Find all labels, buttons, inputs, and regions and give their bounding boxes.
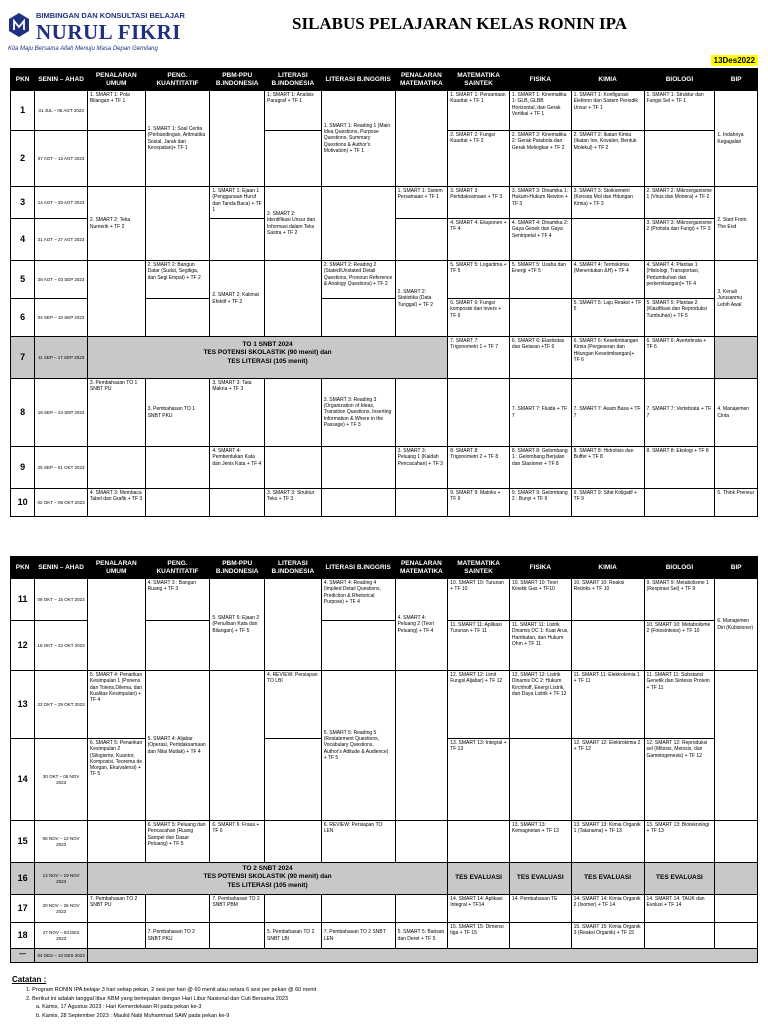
cell-pu: 4. SMART 3: Membaca Tabel dan Grafik + TF 3	[87, 489, 145, 517]
cell-lbe	[321, 489, 395, 517]
cell-lbi	[265, 379, 322, 447]
notes-heading: Catatan :	[12, 975, 47, 984]
pkn-number: 17	[11, 895, 35, 923]
week-dates: 20 NOV – 26 NOV 2023	[35, 895, 88, 923]
cell-pm	[395, 821, 448, 863]
week-dates: 18 SEP – 24 SEP 2023	[35, 379, 88, 447]
pkn-number: 5	[11, 261, 35, 299]
cell-lbe	[321, 895, 395, 923]
note-subitem: b. Kamis, 28 September 2023 : Maulid Nabi Muhammad SAW pada pekan ke-9	[36, 1012, 230, 1019]
cell-ms: 1. SMART 1: Persamaan Kuadrat + TF 1	[448, 91, 510, 131]
cell-kimia: 5. SMART 5: Laju Reaksi + TF 5	[571, 299, 644, 337]
cell-pk: 6. SMART 5: Peluang dan Pencacahan (Ruang Sampel dan Dasar Peluang) + TF 5	[145, 821, 210, 863]
cell-bip	[715, 821, 758, 863]
cell-bip: 2. Start From The End	[715, 187, 758, 261]
cell-pbm: 4. SMART 4: Pembentukan Kata dan Jenis Kata + TF 4	[210, 447, 265, 489]
pkn-number: 18	[11, 923, 35, 949]
cell-fisika: 14. Pembahasan TE	[509, 895, 571, 923]
cell-lbe	[321, 187, 395, 261]
cell-bip	[715, 923, 758, 949]
cell-lbe	[321, 621, 395, 671]
week-dates: 13 NOV – 19 NOV 2023	[35, 863, 88, 895]
col-header-pkn: PKN	[11, 557, 35, 579]
cell-lbi	[265, 739, 322, 821]
cell-fisika: 13. SMART 13: Kemagnetan + TF 13	[509, 821, 571, 863]
cell-lbe: 5. SMART 5: Reading 5 (Restatement Questions, Vocabulary Questions, Author's Attitude & Audience) + TF 5	[321, 671, 395, 821]
cell-pu: 5. SMART 4: Penarikan Kesimpulan 1 (Ponens dan Tolens,Dilema, dan Kualitas Kesimpulan) + TF 4	[87, 671, 145, 739]
cell-pu	[87, 821, 145, 863]
cell-kimia: 4. SMART 4: Termokimia (Menentukan ΔH) + TF 4	[571, 261, 644, 299]
cell-pbm	[210, 91, 265, 187]
cell-fisika: 2. SMART 2: Kinematika 2: Gerak Parabola dan Gerak Melingkar + TF 2	[509, 131, 571, 187]
cell-pm	[395, 671, 448, 821]
cell-lbe	[321, 447, 395, 489]
cell-pk: 3. Pembahasan TO 1 SNBT PKU	[145, 379, 210, 447]
cell-kimia: 14. SMART 14: Kimia Organik 2 (Isomer) + TF 14	[571, 895, 644, 923]
cell-lbi	[265, 895, 322, 923]
cell-pm: 1. SMART 1: Sistem Persamaan + TF 1	[395, 187, 448, 219]
pkn-number: 13	[11, 671, 35, 739]
cell-lbe: 3. SMART 3: Reading 3 (Organization of Ideas, Transition Questions, Inserting Information & Where in the Passage) + TF 3	[321, 379, 395, 447]
col-header-fisika: FISIKA	[509, 69, 571, 91]
cell-lbi	[265, 261, 322, 337]
table-row	[11, 489, 758, 517]
cell-pk	[145, 447, 210, 489]
cell-lbi: 5. Pembahasan TO 2 SNBT LBI	[265, 923, 322, 949]
cell-bip	[715, 447, 758, 489]
cell-ms: 2. SMART 2: Fungsi Kuadrat + TF 2	[448, 131, 510, 187]
tryout-banner	[87, 863, 447, 895]
cell-lbe	[321, 299, 395, 337]
col-header-lbe: LITERASI B.INGGRIS	[321, 557, 395, 579]
col-header-biologi: BIOLOGI	[644, 557, 715, 579]
cell-fisika: 6. SMART 6: Elastisitas dan Getaran +TF 6	[509, 337, 571, 379]
cell-bip: 1. Indahnya Kegagalan	[715, 91, 758, 187]
cell-pu	[87, 131, 145, 187]
notes-section	[12, 974, 752, 1020]
note-item: 1. Program RONIN IPA belajar 3 hari setiap pekan, 2 sesi per hari @ 60 menit atau setara 6 sesi per pekan @ 60 menit	[26, 987, 317, 994]
week-dates: 04 DES – 10 DES 2023	[35, 949, 88, 963]
table-header-row	[11, 557, 758, 579]
col-header-pm: PENALARAN MATEMATIKA	[395, 557, 448, 579]
cell-lbi: 1. SMART 1: Analisis Paragraf + TF 1	[265, 91, 322, 131]
week-dates: 25 SEP – 01 OKT 2023	[35, 447, 88, 489]
col-header-ms: MATEMATIKA SAINTEK	[448, 557, 510, 579]
cell-pk: 4. SMART 3 : Bangun Ruang + TF 3	[145, 579, 210, 621]
cell-bip: 5. Think Preneur	[715, 489, 758, 517]
cell-kimia	[571, 621, 644, 671]
cell-ms: 6. SMART 6: Fungsi komposisi dan invers + TF 6	[448, 299, 510, 337]
cell-pbm: 1. SMART 1: Ejaan 1 (Penggunaan Huruf dan Tanda Baca) + TF 1	[210, 187, 265, 219]
col-header-lbi: LITERASI B.INDONESIA	[265, 69, 322, 91]
cell-bip: 6. Manajemen Diri (Kubisioner)	[715, 579, 758, 671]
cell-pk	[145, 299, 210, 337]
pkn-number: 9	[11, 447, 35, 489]
cell-kimia: 15. SMART 15: Kimia Organik 3 (Reaksi Organik) + TF 15	[571, 923, 644, 949]
cell-pk: 1. SMART 1: Soal Cerita (Perbandingan, Aritmatika Sosial, Jarak dan Kecepatan)+ TF 1	[145, 91, 210, 187]
tryout-line-3: TES LITERASI (105 menit)	[227, 357, 308, 365]
cell-ms	[448, 379, 510, 447]
table-row	[11, 379, 758, 447]
cell-kimia: 7. SMART 7: Asam Basa + TF 7	[571, 379, 644, 447]
col-header-pkn: PKN	[11, 69, 35, 91]
logo-brand-name: NURUL FIKRI	[36, 20, 181, 44]
col-header-pm: PENALARAN MATEMATIKA	[395, 69, 448, 91]
cell-kimia: 2. SMART 2: Ikatan Kimia (Ikatan Ion, Kovalen, Bentuk Molekul) + TF 2	[571, 131, 644, 187]
cell-biologi: 4. SMART 4: Plantae 1 (Histologi, Transportasi, Pertumbuhan dan perkembangan)+ TF 4	[644, 261, 715, 299]
cell-fisika: 9. SMART 9: Gelombang 2 : Bunyi + TF 9	[509, 489, 571, 517]
col-header-pbm: PBM-PPU B.INDONESIA	[210, 69, 265, 91]
week-dates: 28 AGT – 03 SEP 2023	[35, 261, 88, 299]
cell-kimia: 8. SMART 8: Hidrolisis dan Buffer + TF 8	[571, 447, 644, 489]
cell-biologi	[644, 489, 715, 517]
pkn-number: 10	[11, 489, 35, 517]
cell-ms: 3. SMART 3: Pertidaksamaan + TF 3	[448, 187, 510, 219]
table-row	[11, 579, 758, 621]
col-header-lbe: LITERASI B.INGGRIS	[321, 69, 395, 91]
pkn-number: 16	[11, 863, 35, 895]
syllabus-table-2	[10, 556, 758, 963]
cell-ms	[448, 821, 510, 863]
pkn-number: 11	[11, 579, 35, 621]
pkn-number: 1	[11, 91, 35, 131]
cell-pm: 2. SMART 2: Statistika (Data Tunggal) + TF 2	[395, 261, 448, 337]
cell-fisika: 11. SMART 11: Listrik Dinamis DC 1: Kuat Arus, Hambatan, dan Hukum Ohm + TF 11	[509, 621, 571, 671]
week-dates: 07 AGT – 13 AGT 2023	[35, 131, 88, 187]
logo-org-name: BIMBINGAN DAN KONSULTASI BELAJAR	[36, 11, 185, 20]
col-header-kimia: KIMIA	[571, 557, 644, 579]
cell-fisika: 1. SMART 1: Kinematika 1: GLB, GLBB Horizontal, dan Gerak Vertikal + TF 1	[509, 91, 571, 131]
cell-bip	[715, 895, 758, 923]
cell-pk	[145, 621, 210, 671]
cell-pu: 1. SMART 1: Pola Bilangan + TF 1	[87, 91, 145, 131]
cell-fisika	[509, 923, 571, 949]
col-header-bip: BIP	[715, 69, 758, 91]
cell-lbi	[265, 447, 322, 489]
week-dates: 14 AGT – 20 AGT 2023	[35, 187, 88, 219]
cell-bip: 3. Kenali Jurusanmu Lebih Awal	[715, 261, 758, 337]
week-dates: 04 SEP – 10 SEP 2023	[35, 299, 88, 337]
cell-ms: 4. SMART 4: Eksponen + TF 4	[448, 219, 510, 261]
week-dates: 23 OKT – 29 OKT 2023	[35, 671, 88, 739]
week-dates: 21 AGT – 27 AGT 2023	[35, 219, 88, 261]
cell-pk	[145, 489, 210, 517]
col-header-fisika: FISIKA	[509, 557, 571, 579]
week-dates: 11 SEP – 17 SEP 2023	[35, 337, 88, 379]
cell-lbi	[265, 131, 322, 187]
table-row	[11, 91, 758, 131]
cell-pu	[87, 447, 145, 489]
cell-kimia	[571, 219, 644, 261]
cell-ms: 15. SMART 15: Dimensi tiga + TF 15	[448, 923, 510, 949]
table-row	[11, 671, 758, 739]
tryout-line-2: TES POTENSI SKOLASTIK (90 menit) dan	[203, 349, 332, 357]
note-subitem: a. Kamis, 17 Agustus 2023 : Hari Kemerdekaan RI pada pekan ke-3	[36, 1004, 202, 1011]
cell-biologi: 8. SMART 8: Ekologi + TF 8	[644, 447, 715, 489]
cell-fisika: 8. SMART 8: Gelombang 1 : Gelombang Berjalan dan Stasioner + TF 8	[509, 447, 571, 489]
cell-bip	[715, 863, 758, 895]
holiday-cell	[87, 949, 757, 963]
col-header-lbi: LITERASI B.INDONESIA	[265, 557, 322, 579]
cell-pm: 5. SMART 5: Barisan dan Deret + TF 5	[395, 923, 448, 949]
cell-pm: 3. SMART 3: Peluang 1 (Kaidah Pencacahan) + TF 3	[395, 447, 448, 489]
evaluation-fisika: TES EVALUASI	[509, 863, 571, 895]
to-row	[11, 863, 758, 895]
cell-biologi: 13. SMART 13: Bioteknologi + TF 13	[644, 821, 715, 863]
cell-pbm: 7. Pembahasan TO 2 SNBT PBM	[210, 895, 265, 923]
cell-pm	[395, 379, 448, 447]
cell-lbe: 1. SMART 1: Reading 1 (Main Idea Questions, Purpose Questions, Summary Questions & Author's Motivation) + TF 1	[321, 91, 395, 187]
note-item: 2. Berikut ini adalah tanggal libur KBM yang bertepatan dengan Hari Libur Nasional dan Cuti Bersama 2023	[26, 995, 289, 1002]
table-row	[11, 821, 758, 863]
cell-pu	[87, 261, 145, 337]
tryout-banner	[87, 337, 447, 379]
cell-kimia: 6. SMART 6: Kesetimbangan Kimia (Pergeseran dan Hitungan Kesetimbangan)+ TF 6	[571, 337, 644, 379]
tryout-title: TO 2 SNBT 2024	[242, 865, 293, 872]
cell-pm	[395, 219, 448, 261]
pkn-number: 8	[11, 379, 35, 447]
week-dates: 16 OKT – 22 OKT 2023	[35, 621, 88, 671]
cell-bip: 4. Manajemen Cinta	[715, 379, 758, 447]
cell-lbe: 2. SMART 2: Reading 2 (Stated/Unstated Detail Questions, Pronoun Reference & Analogy Questions) + TF 2	[321, 261, 395, 299]
col-header-pu: PENALARAN UMUM	[87, 69, 145, 91]
cell-pm	[395, 895, 448, 923]
cell-ms: 9. SMART 9: Matriks + TF 9	[448, 489, 510, 517]
cell-lbe: 4. SMART 4: Reading 4 (Implied Detail Questions, Prediction & Rhetorical Purpose) + TF 4	[321, 579, 395, 621]
col-header-biologi: BIOLOGI	[644, 69, 715, 91]
cell-pk	[145, 895, 210, 923]
cell-fisika: 5. SMART 5: Usaha dan Energi +TF 5	[509, 261, 571, 299]
date-badge: 13Des2022	[711, 55, 758, 66]
cell-pk: 2. SMART 2: Bangun Datar (Sudut, Segitiga, dan Segi Empat) + TF 2	[145, 261, 210, 299]
cell-kimia: 13. SMART 13: Kimia Organik 1 (Tatanama) + TF 13	[571, 821, 644, 863]
week-dates: 30 OKT – 05 NOV 2023	[35, 739, 88, 821]
week-dates: 27 NOV – 03 DES 2023	[35, 923, 88, 949]
cell-pbm: 2. SMART 2: Kalimat Efektif + TF 2	[210, 261, 265, 337]
cell-pu	[87, 923, 145, 949]
cell-pm	[395, 91, 448, 187]
cell-kimia: 10. SMART 10: Reaksi Redoks + TF 10	[571, 579, 644, 621]
cell-ms: 12. SMART 12: Limit Fungsi Aljabar) + TF 12	[448, 671, 510, 739]
cell-pbm: 6. SMART 6: Frasa + TF 6	[210, 821, 265, 863]
cell-pk: 5. SMART 4: Aljabar (Operasi, Pertidaksamaan dan Nilai Mutlak) + TF 4	[145, 671, 210, 821]
week-dates: 06 NOV – 12 NOV 2023	[35, 821, 88, 863]
col-header-dates: SENIN – AHAD	[35, 69, 88, 91]
cell-fisika: 10. SMART 10: Teori Kinetik Gas + TF10	[509, 579, 571, 621]
cell-pk: 7. Pembahasan TO 2 SNBT PKU	[145, 923, 210, 949]
cell-fisika: 4. SMART 4: Dinamika 2: Gaya Gesek dan Gaya Sentripetal + TF 4	[509, 219, 571, 261]
pkn-number: —	[11, 949, 35, 963]
cell-biologi: 5. SMART 5: Plantae 2 (Klasifikasi dan Reproduksi Tumbuhan) + TF 5	[644, 299, 715, 337]
cell-kimia: 12. SMART 12: Elektrokimia 2 + TF 12	[571, 739, 644, 821]
pkn-number: 4	[11, 219, 35, 261]
cell-pk	[145, 187, 210, 261]
pkn-number: 15	[11, 821, 35, 863]
cell-lbi: 3. SMART 3: Struktur Teks + TF 3	[265, 489, 322, 517]
document-header	[0, 0, 768, 64]
col-header-pbm: PBM-PPU B.INDONESIA	[210, 557, 265, 579]
cell-lbi: 4. REVIEW: Persiapan TO LBI	[265, 671, 322, 739]
cell-pbm: 5. SMART 5: Ejaan 2 (Penulisan Kata dan Bilangan) + TF 5	[210, 579, 265, 671]
col-header-pu: PENALARAN UMUM	[87, 557, 145, 579]
cell-fisika: 3. SMART 3: Dinamika 1: Hukum-Hukum Newton + TF 3	[509, 187, 571, 219]
cell-pu	[87, 579, 145, 671]
pkn-number: 14	[11, 739, 35, 821]
tryout-line-2: TES POTENSI SKOLASTIK (90 menit) dan	[203, 873, 332, 881]
cell-ms: 11. SMART 11: Aplikasi Turunan + TF 11	[448, 621, 510, 671]
cell-kimia: 11. SMART 11: Elektrokimia 1 + TF 11	[571, 671, 644, 739]
cell-biologi: 9. SMART 9: Metabolisme 1 (Respirasi Sel) + TF 9	[644, 579, 715, 621]
cell-pm	[395, 489, 448, 517]
week-dates: 31 JUL – 06 AGT 2023	[35, 91, 88, 131]
cell-biologi: 12. SMART 12: Reproduksi sel (Mitosis, Meiosis, dan Gametogenesis) + TF 12	[644, 739, 715, 821]
cell-kimia: 1. SMART 1: Konfigurasi Elektron dan Sistem Periodik Unsur + TF 1	[571, 91, 644, 131]
col-header-ms: MATEMATIKA SAINTEK	[448, 69, 510, 91]
cell-fisika	[509, 299, 571, 337]
cell-pu: 6. SMART 5: Penarikan Kesimpulan 2 (Silogisme, Kuantor, Komposisi, Teorema de Morgan, Ekuivalensi) + TF 5	[87, 739, 145, 821]
cell-ms: 13. SMART 13: Integral + TF 13	[448, 739, 510, 821]
logo	[8, 8, 248, 58]
week-dates: 09 OKT – 15 OKT 2023	[35, 579, 88, 621]
cell-pbm	[210, 671, 265, 821]
cell-lbi: 2. SMART 2: Identifikasi Unsur dan Informasi dalam Teks Sastra + TF 2	[265, 187, 322, 261]
table-row	[11, 923, 758, 949]
evaluation-kimia: TES EVALUASI	[571, 863, 644, 895]
cell-pbm	[210, 219, 265, 261]
cell-pu: 3. Pembahasan TO 1 SNBT PU	[87, 379, 145, 447]
table-row	[11, 187, 758, 219]
week-dates: 02 OKT – 08 OKT 2023	[35, 489, 88, 517]
table-row	[11, 447, 758, 489]
cell-biologi: 10. SMART 10: Metabolisme 2 (Fotosintesis) + TF 10	[644, 621, 715, 671]
page-title: SILABUS PELAJARAN KELAS RONIN IPA	[292, 14, 628, 33]
cell-fisika: 7. SMART 7: Fluida + TF 7	[509, 379, 571, 447]
col-header-bip: BIP	[715, 557, 758, 579]
cell-fisika	[509, 739, 571, 821]
cell-pbm: 3. SMART 3: Tata Makna + TF 3	[210, 379, 265, 447]
tryout-line-3: TES LITERASI (105 menit)	[227, 881, 308, 889]
table-row	[11, 895, 758, 923]
holiday-row	[11, 949, 758, 963]
cell-lbi	[265, 579, 322, 671]
cell-biologi: 6. SMART 6: Avertebrata + TF 6	[644, 337, 715, 379]
cell-biologi: 11. SMART 11: Substansi Genetik dan Sintesis Protein + TF 11	[644, 671, 715, 739]
cell-biologi: 7. SMART 7: Vertebrata + TF 7	[644, 379, 715, 447]
pkn-number: 3	[11, 187, 35, 219]
table-row	[11, 261, 758, 299]
pkn-number: 7	[11, 337, 35, 379]
logo-emblem-icon	[8, 12, 30, 38]
logo-tagline: Kita Maju Bersama Allah Menuju Masa Depan Gemilang	[8, 46, 158, 52]
cell-bip	[715, 337, 758, 379]
cell-ms: 5. SMART 5: Logaritma + TF 5	[448, 261, 510, 299]
cell-biologi: 14. SMART 14: TAUK dan Evolusi + TF 14	[644, 895, 715, 923]
cell-biologi	[644, 923, 715, 949]
cell-ms: 8. SMART 8: Trigonometri 2 + TF 8	[448, 447, 510, 489]
cell-lbe: 6. REVIEW: Persiapan TO LEN	[321, 821, 395, 863]
cell-pbm	[210, 923, 265, 949]
cell-bip	[715, 671, 758, 821]
cell-biologi: 1. SMART 1: Struktur dan Fungsi Sel + TF 1	[644, 91, 715, 131]
cell-ms: 10. SMART 10: Turunan + TF 10	[448, 579, 510, 621]
cell-fisika: 12. SMART 12: Listrik Dinamis DC 2: Hukum Kirchhoff, Energi Listrik, dan Daya Listrik + TF 12	[509, 671, 571, 739]
pkn-number: 2	[11, 131, 35, 187]
cell-kimia: 3. SMART 3: Stoikiometri (Konsep Mol dan Hitungan Kimia) + TF 3	[571, 187, 644, 219]
tryout-title: TO 1 SNBT 2024	[242, 341, 293, 348]
evaluation-ms: TES EVALUASI	[448, 863, 510, 895]
pkn-number: 12	[11, 621, 35, 671]
cell-pbm	[210, 489, 265, 517]
cell-pu: 2. SMART 2: Teka Numerik + TF 2	[87, 187, 145, 261]
cell-ms: 7. SMART 7: Trigonometri 1 + TF 7	[448, 337, 510, 379]
col-header-pk: PENG. KUANTITATIF	[145, 557, 210, 579]
cell-pu: 7. Pembahasan TO 2 SNBT PU	[87, 895, 145, 923]
cell-biologi: 3. SMART 3: Mikroorganisme 2 (Protista dan Fungi) + TF 3	[644, 219, 715, 261]
syllabus-table-1	[10, 68, 758, 517]
to-row	[11, 337, 758, 379]
cell-lbe: 7. Pembahasan TO 2 SNBT LEN	[321, 923, 395, 949]
cell-biologi	[644, 131, 715, 187]
evaluation-biologi: TES EVALUASI	[644, 863, 715, 895]
cell-biologi: 2. SMART 2: Mikroorganisme 1 (Virus dan Monera) + TF 2	[644, 187, 715, 219]
table-header-row	[11, 69, 758, 91]
col-header-kimia: KIMIA	[571, 69, 644, 91]
cell-ms: 14. SMART 14: Aplikasi Integral + TF14	[448, 895, 510, 923]
cell-kimia: 9. SMART 9: Sifat Koligatif + TF 9	[571, 489, 644, 517]
col-header-dates: SENIN – AHAD	[35, 557, 88, 579]
pkn-number: 6	[11, 299, 35, 337]
cell-lbi	[265, 821, 322, 863]
col-header-pk: PENG. KUANTITATIF	[145, 69, 210, 91]
cell-pm: 4. SMART 4: Peluang 2 (Teori Peluang) + TF 4	[395, 579, 448, 671]
